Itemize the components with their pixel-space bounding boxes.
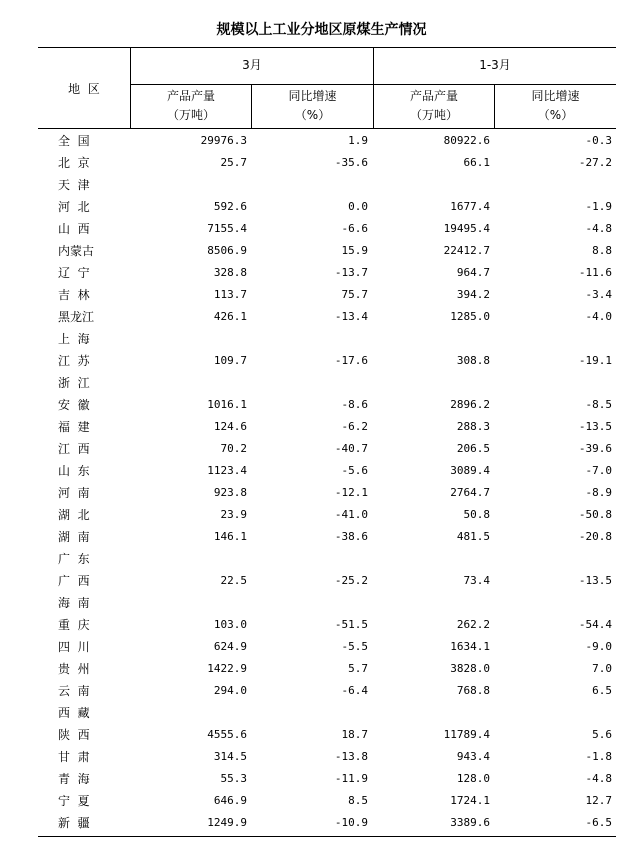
- table-row: [38, 680, 616, 702]
- table-row: [38, 284, 616, 306]
- table-row: [38, 702, 616, 724]
- q1-growth-cell: [494, 174, 612, 196]
- table-row: [38, 482, 616, 504]
- q1-growth-cell: [494, 548, 612, 570]
- q1-growth-cell: [494, 702, 612, 724]
- march-growth-cell: -11.9: [334, 772, 368, 785]
- region-cell: 山 东: [58, 464, 90, 478]
- q1-output-cell: 2764.7: [450, 486, 490, 499]
- region-cell: 辽 宁: [58, 266, 90, 280]
- table-row: [38, 328, 616, 350]
- q1-output-cell: 943.4: [456, 750, 490, 763]
- table-row: [38, 416, 616, 438]
- region-cell: 山 西: [58, 222, 90, 236]
- q1-growth-cell: -3.4: [585, 288, 612, 301]
- march-output-cell: 7155.4: [207, 222, 247, 235]
- march-growth-cell: -13.7: [334, 266, 368, 279]
- region-cell: 湖 北: [58, 508, 90, 522]
- march-growth-cell: -17.6: [334, 354, 368, 367]
- q1-output-cell: [373, 372, 490, 394]
- q1-growth-cell: -1.9: [585, 200, 612, 213]
- table-row: [38, 746, 616, 768]
- table-row: [38, 174, 616, 196]
- march-output-cell: 124.6: [213, 420, 247, 433]
- table-row: [38, 196, 616, 218]
- q1-output-cell: 1285.0: [450, 310, 490, 323]
- march-growth-cell: -8.6: [341, 398, 368, 411]
- q1-output-cell: 1634.1: [450, 640, 490, 653]
- q1-growth-cell: -4.8: [585, 772, 612, 785]
- region-cell: 新 疆: [58, 816, 90, 830]
- table-row: [38, 438, 616, 460]
- region-cell: 江 西: [58, 442, 90, 456]
- q1-output-cell: 481.5: [456, 530, 490, 543]
- q1-output-cell: [373, 592, 490, 614]
- q1-output-label: 产品产量: [409, 89, 458, 103]
- q1-growth-cell: -0.3: [585, 134, 612, 147]
- region-cell: 青 海: [58, 772, 90, 786]
- march-output-unit: （万吨）: [166, 108, 215, 122]
- march-growth-label: 同比增速: [288, 89, 337, 103]
- q1-output-cell: 1677.4: [450, 200, 490, 213]
- table-body: [38, 130, 616, 834]
- march-output-cell: [130, 548, 247, 570]
- bottom-rule: [38, 836, 616, 837]
- q1-growth-cell: -20.8: [578, 530, 612, 543]
- q1-output-cell: 262.2: [456, 618, 490, 631]
- table-row: [38, 218, 616, 240]
- q1-output-cell: 394.2: [456, 288, 490, 301]
- march-output-cell: 22.5: [220, 574, 247, 587]
- march-growth-cell: -5.5: [341, 640, 368, 653]
- march-output-cell: 592.6: [213, 200, 247, 213]
- march-growth-cell: 1.9: [348, 134, 368, 147]
- table-title: 规模以上工业分地区原煤生产情况: [216, 22, 427, 38]
- march-output-cell: [130, 592, 247, 614]
- region-cell: 重 庆: [58, 618, 90, 632]
- march-output-label: 产品产量: [166, 89, 215, 103]
- q1-growth-cell: -19.1: [578, 354, 612, 367]
- top-rule: [38, 47, 616, 48]
- region-cell: 内蒙古: [58, 244, 95, 258]
- march-group-header: 3月: [242, 58, 262, 72]
- region-cell: 河 北: [58, 200, 90, 214]
- table-row: [38, 130, 616, 152]
- q1-growth-cell: -4.8: [585, 222, 612, 235]
- q1-growth-unit: （%）: [537, 108, 574, 122]
- q1-growth-cell: -8.5: [585, 398, 612, 411]
- region-cell: 云 南: [58, 684, 90, 698]
- table-row: [38, 636, 616, 658]
- q1-output-unit: （万吨）: [409, 108, 458, 122]
- q1-growth-cell: [494, 328, 612, 350]
- march-output-cell: 146.1: [213, 530, 247, 543]
- region-cell: 黑龙江: [58, 310, 95, 324]
- table-row: [38, 350, 616, 372]
- q1-output-cell: 19495.4: [443, 222, 490, 235]
- table-row: [38, 614, 616, 636]
- march-growth-cell: -5.6: [341, 464, 368, 477]
- region-cell: 吉 林: [58, 288, 90, 302]
- q1-output-cell: 3828.0: [450, 662, 490, 675]
- march-growth-cell: 5.7: [348, 662, 368, 675]
- q1-output-cell: 206.5: [456, 442, 490, 455]
- march-output-cell: 328.8: [213, 266, 247, 279]
- march-output-cell: 624.9: [213, 640, 247, 653]
- q1-growth-cell: [494, 592, 612, 614]
- march-growth-cell: 18.7: [341, 728, 368, 741]
- march-growth-cell: 15.9: [341, 244, 368, 257]
- march-output-cell: 923.8: [213, 486, 247, 499]
- region-cell: 四 川: [58, 640, 90, 654]
- q1-growth-cell: 6.5: [592, 684, 612, 697]
- march-output-cell: 70.2: [220, 442, 247, 455]
- q1-output-cell: [373, 174, 490, 196]
- march-output-cell: [130, 702, 247, 724]
- march-output-cell: 314.5: [213, 750, 247, 763]
- march-growth-cell: [251, 174, 368, 196]
- q1-growth-cell: -27.2: [578, 156, 612, 169]
- q1-growth-cell: 8.8: [592, 244, 612, 257]
- march-output-cell: 103.0: [213, 618, 247, 631]
- q1-growth-cell: -54.4: [578, 618, 612, 631]
- region-cell: 全 国: [58, 134, 90, 148]
- table-row: [38, 658, 616, 680]
- march-growth-cell: 0.0: [348, 200, 368, 213]
- table-row: [38, 592, 616, 614]
- q1-growth-cell: -50.8: [578, 508, 612, 521]
- region-cell: 上 海: [58, 332, 90, 346]
- q1-growth-cell: -7.0: [585, 464, 612, 477]
- table-row: [38, 724, 616, 746]
- q1-output-cell: [373, 702, 490, 724]
- q1-output-cell: 2896.2: [450, 398, 490, 411]
- march-output-cell: 4555.6: [207, 728, 247, 741]
- q1-output-cell: 3389.6: [450, 816, 490, 829]
- march-growth-cell: -38.6: [334, 530, 368, 543]
- region-cell: 广 西: [58, 574, 90, 588]
- q1-growth-cell: 5.6: [592, 728, 612, 741]
- q1-growth-cell: -4.0: [585, 310, 612, 323]
- march-output-cell: 646.9: [213, 794, 247, 807]
- region-cell: 北 京: [58, 156, 90, 170]
- march-growth-cell: -6.4: [341, 684, 368, 697]
- march-growth-cell: -13.4: [334, 310, 368, 323]
- march-growth-cell: -25.2: [334, 574, 368, 587]
- q1-growth-cell: 7.0: [592, 662, 612, 675]
- table-row: [38, 394, 616, 416]
- march-growth-cell: [251, 372, 368, 394]
- march-output-cell: 1123.4: [207, 464, 247, 477]
- q1-output-cell: 288.3: [456, 420, 490, 433]
- q1-growth-cell: -13.5: [578, 420, 612, 433]
- march-output-cell: 294.0: [213, 684, 247, 697]
- table-row: [38, 768, 616, 790]
- march-growth-cell: -10.9: [334, 816, 368, 829]
- march-output-cell: [130, 174, 247, 196]
- region-cell: 贵 州: [58, 662, 90, 676]
- march-growth-unit: （%）: [294, 108, 331, 122]
- march-output-cell: 426.1: [213, 310, 247, 323]
- region-cell: 海 南: [58, 596, 90, 610]
- march-output-cell: 1249.9: [207, 816, 247, 829]
- march-growth-cell: -35.6: [334, 156, 368, 169]
- q1-output-cell: 50.8: [463, 508, 490, 521]
- march-growth-cell: [251, 548, 368, 570]
- march-growth-cell: -51.5: [334, 618, 368, 631]
- region-header: 地 区: [68, 82, 100, 96]
- q1-output-cell: 128.0: [456, 772, 490, 785]
- table-row: [38, 504, 616, 526]
- march-output-cell: 1016.1: [207, 398, 247, 411]
- q1-output-cell: 308.8: [456, 354, 490, 367]
- table-row: [38, 526, 616, 548]
- march-growth-cell: -41.0: [334, 508, 368, 521]
- q1-output-cell: 80922.6: [443, 134, 490, 147]
- march-output-cell: 113.7: [213, 288, 247, 301]
- march-output-cell: 23.9: [220, 508, 247, 521]
- march-growth-cell: -40.7: [334, 442, 368, 455]
- march-output-cell: [130, 328, 247, 350]
- march-growth-cell: 8.5: [348, 794, 368, 807]
- march-growth-cell: -6.2: [341, 420, 368, 433]
- march-growth-cell: -13.8: [334, 750, 368, 763]
- q1-growth-cell: 12.7: [585, 794, 612, 807]
- table-row: [38, 570, 616, 592]
- march-growth-cell: [251, 592, 368, 614]
- table-row: [38, 240, 616, 262]
- q1-growth-cell: [494, 372, 612, 394]
- q1-growth-cell: -8.9: [585, 486, 612, 499]
- march-growth-cell: -6.6: [341, 222, 368, 235]
- table-row: [38, 790, 616, 812]
- table-row: [38, 372, 616, 394]
- region-cell: 福 建: [58, 420, 90, 434]
- q1-output-cell: 11789.4: [443, 728, 490, 741]
- march-growth-cell: 75.7: [341, 288, 368, 301]
- q1-output-cell: [373, 328, 490, 350]
- q1-output-cell: [373, 548, 490, 570]
- region-cell: 西 藏: [58, 706, 90, 720]
- region-cell: 宁 夏: [58, 794, 90, 808]
- march-output-cell: 25.7: [220, 156, 247, 169]
- table-row: [38, 262, 616, 284]
- region-cell: 河 南: [58, 486, 90, 500]
- region-cell: 甘 肃: [58, 750, 90, 764]
- table-row: [38, 460, 616, 482]
- march-output-cell: 109.7: [213, 354, 247, 367]
- region-cell: 江 苏: [58, 354, 90, 368]
- region-cell: 陕 西: [58, 728, 90, 742]
- q1-output-cell: 3089.4: [450, 464, 490, 477]
- region-cell: 浙 江: [58, 376, 90, 390]
- q1-growth-cell: -9.0: [585, 640, 612, 653]
- q1-growth-cell: -39.6: [578, 442, 612, 455]
- table-row: [38, 152, 616, 174]
- table-row: [38, 812, 616, 834]
- q1-output-cell: 768.8: [456, 684, 490, 697]
- q1-output-cell: 73.4: [463, 574, 490, 587]
- q1-output-cell: 22412.7: [443, 244, 490, 257]
- table-row: [38, 306, 616, 328]
- q1-growth-cell: -11.6: [578, 266, 612, 279]
- q1-output-cell: 1724.1: [450, 794, 490, 807]
- march-output-cell: 29976.3: [200, 134, 247, 147]
- region-cell: 天 津: [58, 178, 90, 192]
- q1-growth-label: 同比增速: [531, 89, 580, 103]
- march-growth-cell: -12.1: [334, 486, 368, 499]
- region-cell: 广 东: [58, 552, 90, 566]
- q1-growth-cell: -13.5: [578, 574, 612, 587]
- region-cell: 湖 南: [58, 530, 90, 544]
- march-growth-cell: [251, 328, 368, 350]
- march-output-cell: 8506.9: [207, 244, 247, 257]
- q1-growth-cell: -6.5: [585, 816, 612, 829]
- march-output-cell: 55.3: [220, 772, 247, 785]
- march-output-cell: [130, 372, 247, 394]
- q1-output-cell: 964.7: [456, 266, 490, 279]
- march-growth-cell: [251, 702, 368, 724]
- table-row: [38, 548, 616, 570]
- q1-group-header: 1-3月: [479, 58, 511, 72]
- header-bottom-rule: [38, 128, 616, 129]
- march-output-cell: 1422.9: [207, 662, 247, 675]
- region-cell: 安 徽: [58, 398, 90, 412]
- q1-growth-cell: -1.8: [585, 750, 612, 763]
- q1-output-cell: 66.1: [463, 156, 490, 169]
